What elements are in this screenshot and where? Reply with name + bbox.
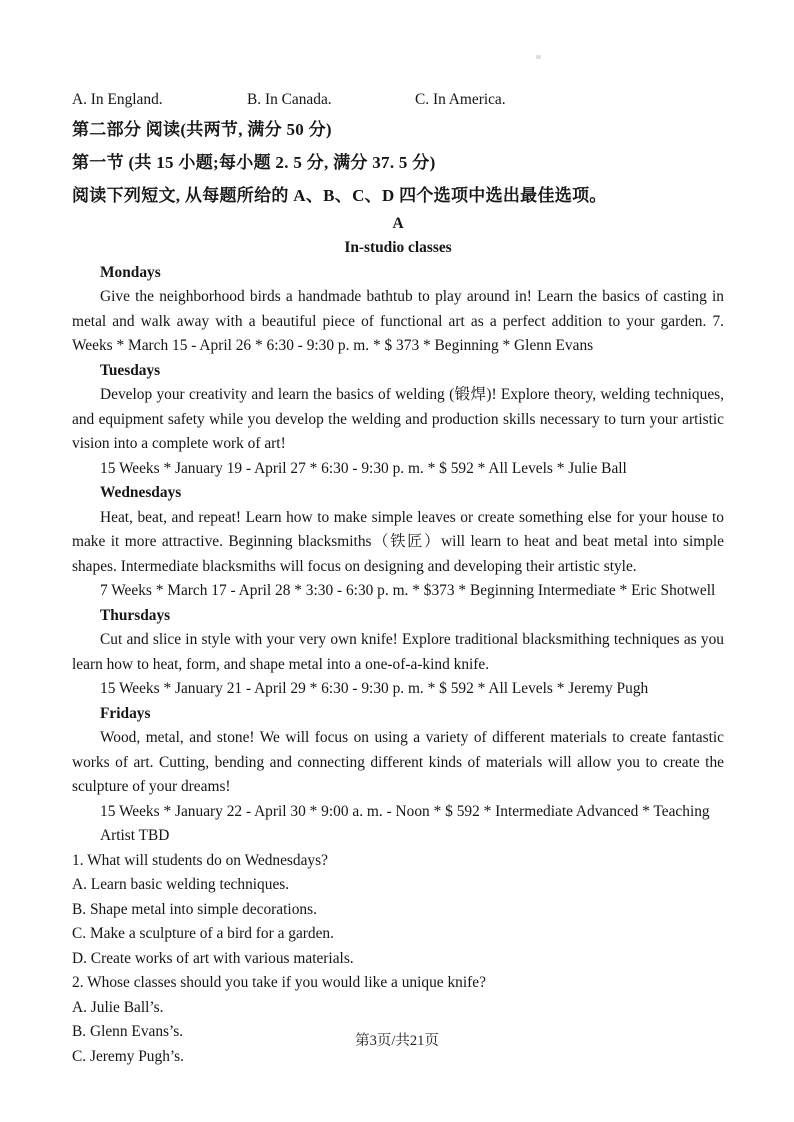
- day-heading-fridays: Fridays: [100, 704, 151, 722]
- prev-option-c: C. In America.: [415, 91, 506, 108]
- day-paragraph-tuesdays: Develop your creativity and learn the basics of welding (锻焊)! Explore theory, welding techniques, and equipment safety while you develop the welding and production skills necessary to turn your artistic vision into a complete work of art!: [72, 386, 724, 452]
- part2-heading: 第二部分 阅读(共两节, 满分 50 分): [72, 119, 332, 139]
- day-paragraph-fridays: Wood, metal, and stone! We will focus on using a variety of different materials to create fantastic works of art. Cutting, bending and connecting different kinds of materials will allow you to create the sculpture of your dreams!: [72, 729, 724, 795]
- passage-title: In-studio classes: [344, 239, 452, 256]
- schedule-line-tuesdays: 15 Weeks * January 19 - April 27 * 6:30 - 9:30 p. m. * $ 592 * All Levels * Julie Ball: [100, 459, 627, 477]
- prev-option-b: B. In Canada.: [247, 91, 332, 108]
- day-heading-mondays: Mondays: [100, 263, 161, 281]
- question-1-option-b: B. Shape metal into simple decorations.: [72, 900, 317, 918]
- schedule-line-thursdays: 15 Weeks * January 21 - April 29 * 6:30 - 9:30 p. m. * $ 592 * All Levels * Jeremy Pugh: [100, 680, 649, 697]
- day-paragraph-mondays: Give the neighborhood birds a handmade bathtub to play around in! Learn the basics of casting in metal and walk away with a beautiful piece of functional art as a perfect addition to your garden. 7. Weeks * March 15 - April 26 * 6:30 - 9:30 p. m. * $ 373 * Beginning * Glenn Evans: [72, 288, 724, 354]
- page-number: 第3页/共21页: [355, 1033, 439, 1049]
- schedule-line-wednesdays: 7 Weeks * March 17 - April 28 * 3:30 - 6:30 p. m. * $373 * Beginning Intermediate * Eric Shotwell: [100, 582, 716, 599]
- day-paragraph-wednesdays: Heat, beat, and repeat! Learn how to make simple leaves or create something else for your house to make it more attractive. Beginning blacksmiths（铁匠）will learn to heat and beat metal into simple shapes. Intermediate blacksmiths will focus on designing and developing their artistic style.: [72, 508, 724, 575]
- question-2-option-b: B. Glenn Evans’s.: [72, 1023, 184, 1040]
- schedule-line-fridays: 15 Weeks * January 22 - April 30 * 9:00 a. m. - Noon * $ 592 * Intermediate Advanced * Teaching Artist TBD: [100, 802, 710, 844]
- reading-instruction: 阅读下列短文, 从每题所给的 A、B、C、D 四个选项中选出最佳选项。: [72, 185, 607, 205]
- question-1-text: 1. What will students do on Wednesdays?: [72, 851, 328, 869]
- question-2-option-c: C. Jeremy Pugh’s.: [72, 1047, 185, 1065]
- day-heading-thursdays: Thursdays: [100, 606, 171, 624]
- prev-option-a: A. In England.: [72, 91, 163, 108]
- day-heading-tuesdays: Tuesdays: [100, 361, 161, 379]
- question-1-option-d: D. Create works of art with various materials.: [72, 949, 354, 967]
- day-heading-wednesdays: Wednesdays: [100, 484, 182, 501]
- scan-artifact-dot: [536, 55, 541, 59]
- question-2-text: 2. Whose classes should you take if you would like a unique knife?: [72, 974, 486, 991]
- section1-heading: 第一节 (共 15 小题;每小题 2. 5 分, 满分 37. 5 分): [72, 152, 436, 172]
- question-1-option-c: C. Make a sculpture of a bird for a garden.: [72, 925, 334, 942]
- question-1-option-a: A. Learn basic welding techniques.: [72, 876, 290, 893]
- previous-question-options-row: [72, 88, 724, 113]
- day-paragraph-thursdays: Cut and slice in style with your very own knife! Explore traditional blacksmithing techniques as you learn how to heat, form, and shape metal into a one-of-a-kind knife.: [72, 631, 724, 673]
- passage-label: A: [392, 214, 404, 232]
- question-2-option-a: A. Julie Ball’s.: [72, 998, 164, 1016]
